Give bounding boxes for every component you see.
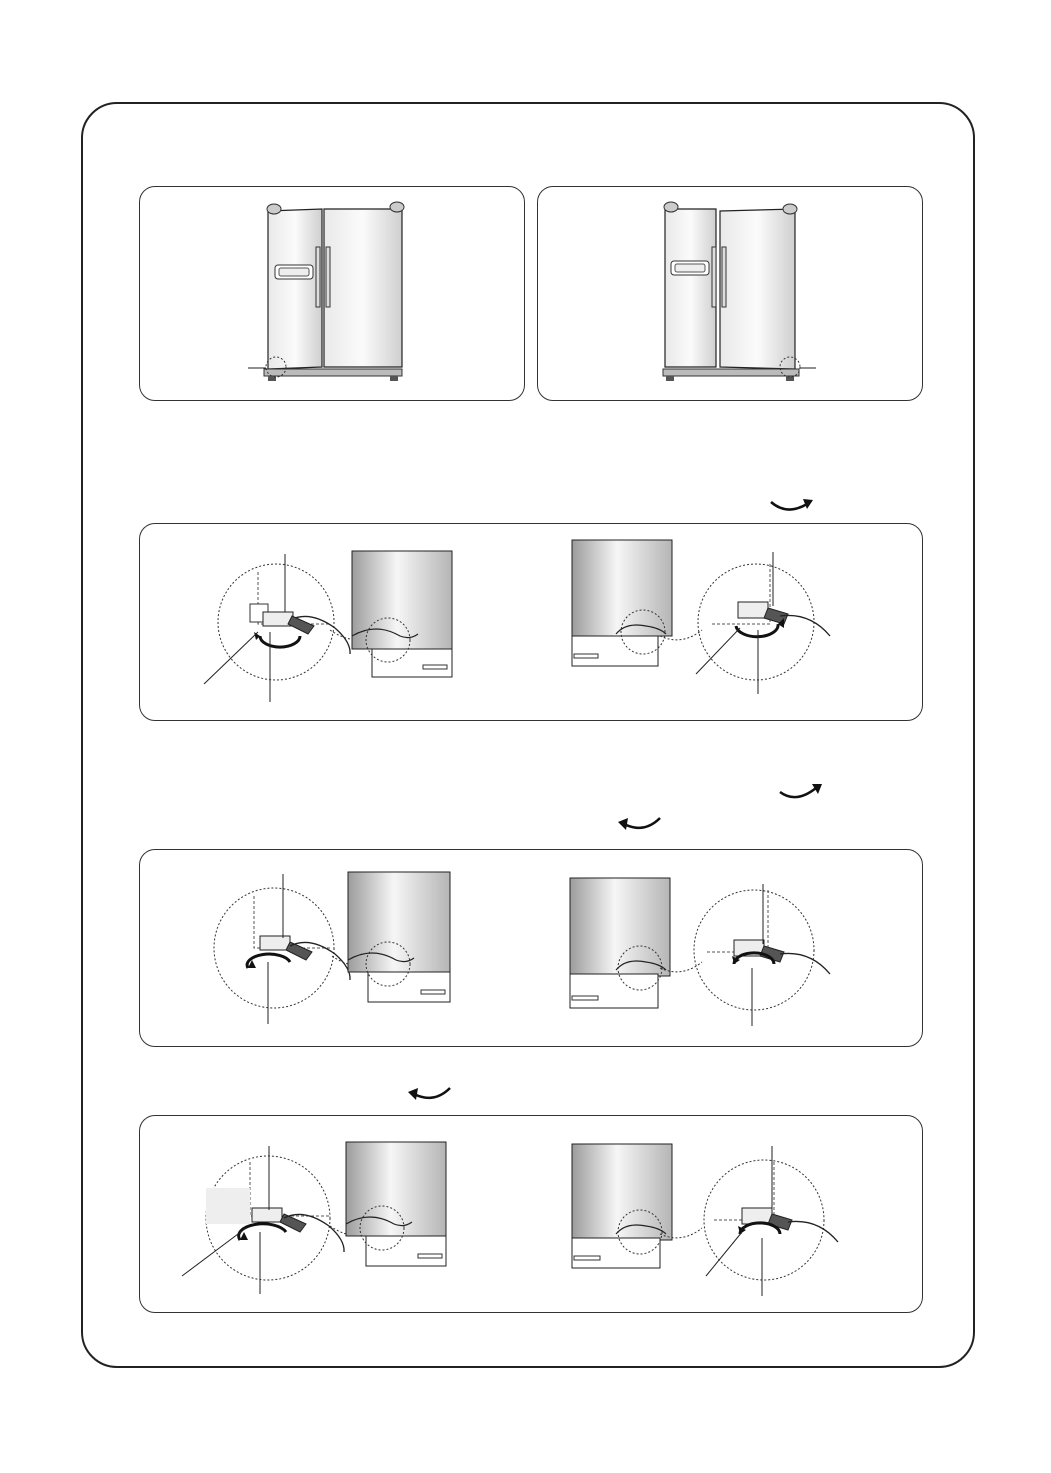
hinge-adjust-icon <box>570 878 830 1026</box>
hinge-adjust-icon <box>214 872 450 1024</box>
hinge-adjust-icon <box>182 1142 446 1294</box>
panel-hinge-step-3 <box>139 1115 923 1313</box>
refrigerator-icon <box>248 202 404 381</box>
hinge-adjust-icon <box>204 551 452 702</box>
arrow-counterclockwise-icon <box>404 1082 454 1104</box>
panel-hinge-step-1 <box>139 523 923 721</box>
panel-fridge-overview-2 <box>537 186 923 401</box>
panel-fridge-overview <box>139 186 525 401</box>
hinge-adjust-illustration <box>140 524 922 720</box>
fridge-right-door-low-illustration <box>538 187 922 400</box>
hinge-adjust-icon <box>572 1144 838 1296</box>
hinge-adjust-illustration <box>140 850 922 1046</box>
hinge-adjust-icon <box>572 540 830 694</box>
arrow-counterclockwise-icon <box>614 812 664 834</box>
panel-hinge-step-2 <box>139 849 923 1047</box>
hinge-adjust-illustration <box>140 1116 922 1312</box>
fridge-left-door-low-illustration <box>140 187 524 400</box>
refrigerator-icon <box>663 202 816 381</box>
arrow-clockwise-icon <box>767 494 817 516</box>
arrow-clockwise-icon <box>776 782 824 804</box>
